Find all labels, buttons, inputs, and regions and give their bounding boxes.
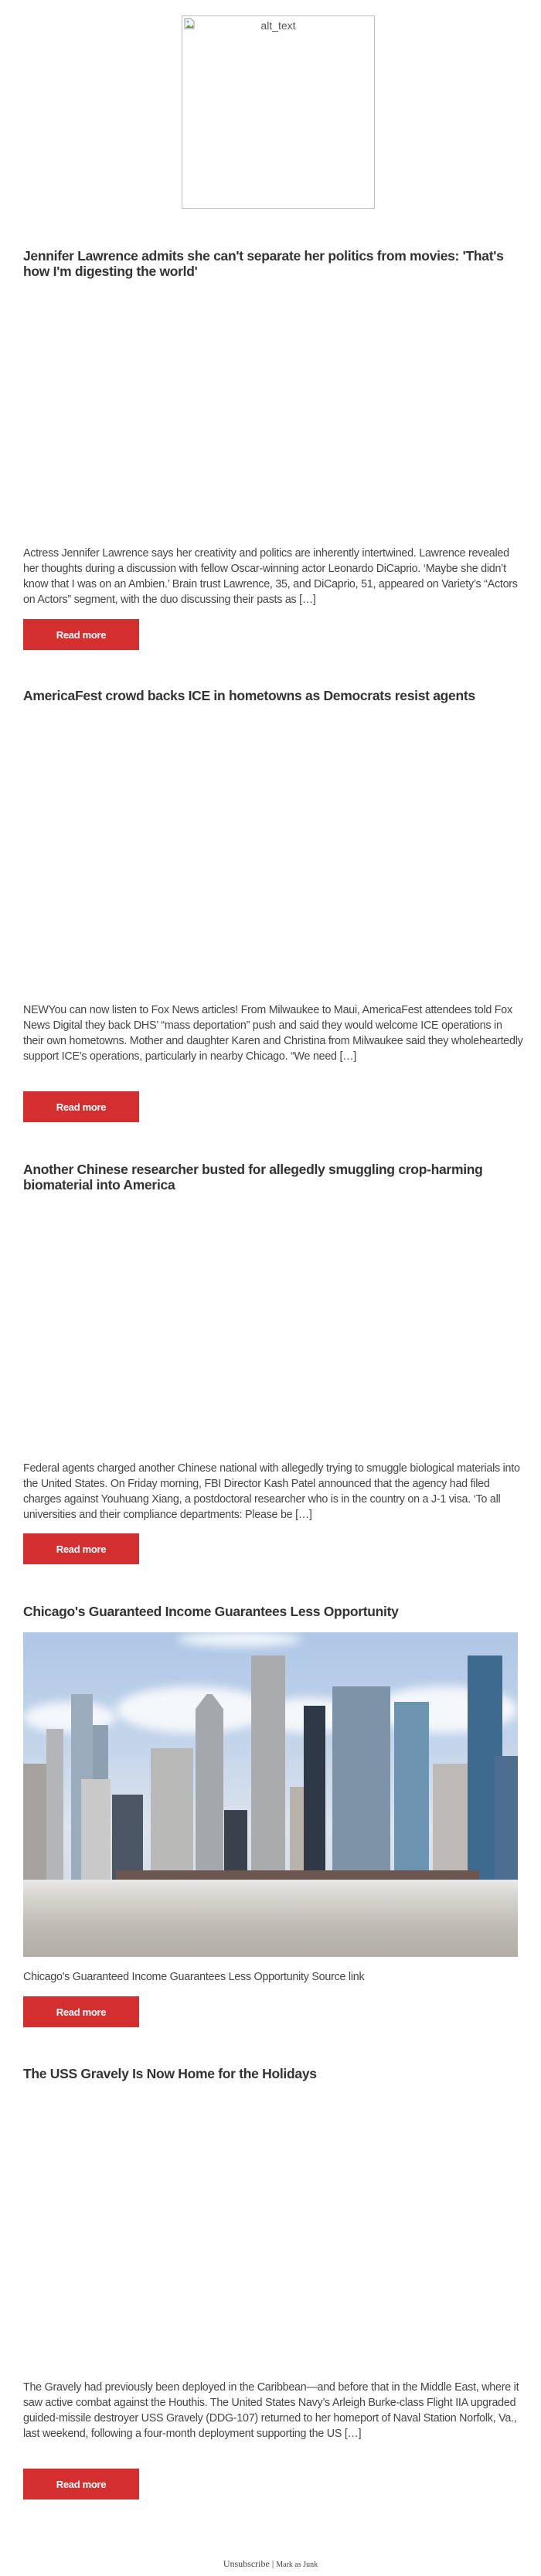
read-more-button[interactable]: Read more xyxy=(23,619,139,650)
article-title[interactable]: Jennifer Lawrence admits she can't separate her politics from movies: 'That's how I'm digesting the world' xyxy=(23,248,504,279)
footer-separator: | xyxy=(271,2558,274,2569)
article-excerpt: Actress Jennifer Lawrence says her creativity and politics are inherently intertwined. Lawrence revealed her thoughts during a discussion with fellow Oscar-winning actor Leonardo DiCaprio. ‘Maybe she didn’t know that I was on an Ambien.’ Brain trust Lawrence, 35, and DiCaprio, 51, appeared on Variety’s “Actors on Actors” segment, with the duo discussing their pasts as […] xyxy=(23,547,518,606)
article-title[interactable]: Chicago's Guaranteed Income Guarantees Less Opportunity xyxy=(23,1604,399,1619)
article-excerpt: Chicago's Guaranteed Income Guarantees Less Opportunity Source link xyxy=(23,1971,365,1983)
mark-as-junk-link[interactable]: Mark as Junk xyxy=(276,2561,318,2569)
read-more-button[interactable]: Read more xyxy=(23,2469,139,2499)
unsubscribe-link[interactable]: Unsubscribe xyxy=(223,2558,270,2569)
article-excerpt: The Gravely had previously been deployed in the Caribbean—and before that in the Middle East, where it saw active combat against the Houthis. The United States Navy’s Arleigh Burke-class Flight IIA upgraded guided-missile destroyer USS Gravely (DDG-107) returned to her homeport of Naval Station Norfolk, Va., last weekend, following a four-month deployment supporting the US […] xyxy=(23,2381,519,2440)
image-alt-text: alt_text xyxy=(260,19,296,32)
article-excerpt: Federal agents charged another Chinese national with allegedly trying to smuggle biological materials into the United States. On Friday morning, FBI Director Kash Patel announced that the agency had filed charges against Youhuang Xiang, a postdoctoral researcher who is in the country on a J-1 visa. ‘To all universities and their compliance departments: Please be […] xyxy=(23,1462,520,1521)
chicago-skyline-image xyxy=(23,1632,518,1957)
read-more-button[interactable]: Read more xyxy=(23,1996,139,2027)
article-excerpt: NEWYou can now listen to Fox News articles! From Milwaukee to Maui, AmericaFest attendees told Fox News Digital they back DHS’ “mass deportation” push and said they would welcome ICE operations in their own hometowns. Mother and daughter Karen and Christina from Milwaukee said they wholeheartedly support ICE’s operations, particularly in nearby Chicago. “We need […] xyxy=(23,1004,523,1063)
hero-image-placeholder xyxy=(182,15,375,209)
read-more-button[interactable]: Read more xyxy=(23,1533,139,1564)
article-title[interactable]: The USS Gravely Is Now Home for the Holidays xyxy=(23,2066,317,2081)
article-title[interactable]: Another Chinese researcher busted for allegedly smuggling crop-harming biomaterial into America xyxy=(23,1162,483,1193)
article-title[interactable]: AmericaFest crowd backs ICE in hometowns as Democrats resist agents xyxy=(23,688,475,703)
footer xyxy=(0,2558,541,2570)
read-more-button[interactable]: Read more xyxy=(23,1091,139,1122)
